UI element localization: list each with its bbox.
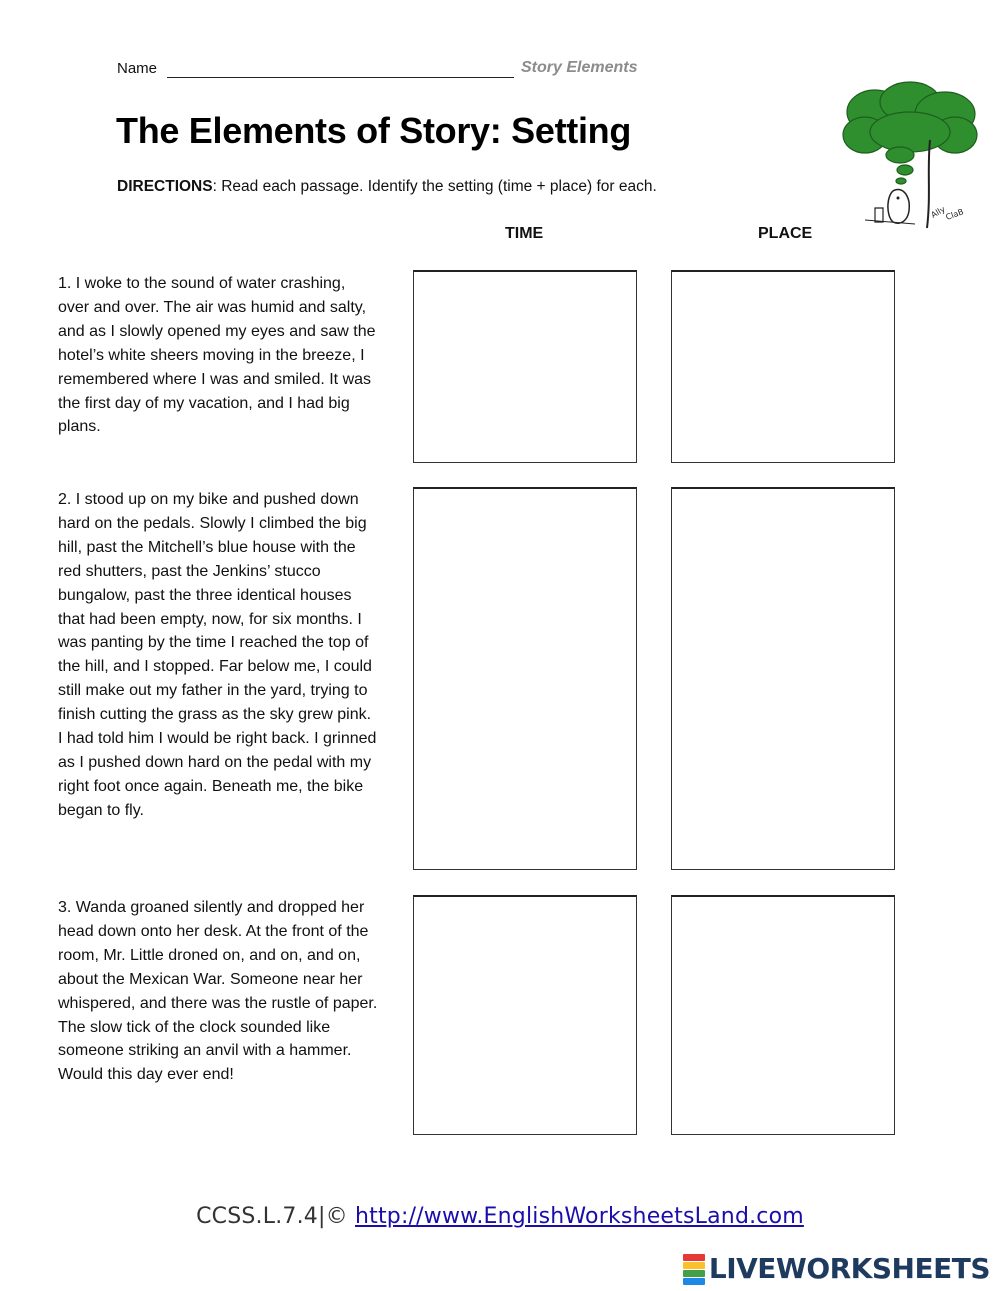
liveworksheets-logo-icon: [683, 1254, 705, 1284]
directions-text: : Read each passage. Identify the setting (time + place) for each.: [212, 178, 657, 195]
place-answer-box-3[interactable]: [671, 895, 895, 1135]
liveworksheets-name: LIVEWORKSHEETS: [708, 1252, 990, 1285]
liveworksheets-brand: [683, 1252, 990, 1285]
name-input-line[interactable]: [167, 77, 514, 78]
time-answer-box-3[interactable]: [413, 895, 637, 1135]
footer-link[interactable]: http://www.EnglishWorksheetsLand.com: [355, 1204, 804, 1229]
place-answer-box-2[interactable]: [671, 487, 895, 870]
directions-label: DIRECTIONS: [117, 178, 213, 195]
tree-illustration-icon: [835, 80, 985, 230]
directions: [117, 178, 657, 196]
footer-credit: [0, 1204, 1000, 1229]
time-answer-box-1[interactable]: [413, 270, 637, 463]
column-header-time: TIME: [505, 225, 544, 242]
name-label: Name: [117, 60, 158, 77]
passage-2: 2. I stood up on my bike and pushed down hard on the pedals. Slowly I climbed the big hill, past the Mitchell’s blue house with the red shutters, past the Jenkins’ stucco bungalow, past the three identical houses that had been empty, now, for six months. I was panting by the time I reached the top of the hill, and I stopped. Far below me, I could still make out my father in the yard, trying to finish cutting the grass as the sky grew pink. I had told him I would be right back. I grinned as I pushed down hard on the pedal with my right foot once again. Beneath me, the bike began to fly.: [58, 491, 377, 819]
header-tag: Story Elements: [521, 59, 638, 76]
page-title: The Elements of Story: Setting: [116, 110, 632, 151]
column-header-place: PLACE: [758, 225, 813, 242]
passage-1: 1. I woke to the sound of water crashing, over and over. The air was humid and salty, and as I slowly opened my eyes and saw the hotel’s white sheers moving in the breeze, I remembered where I was and smiled. It was the first day of my vacation, and I had big plans.: [58, 275, 376, 436]
place-answer-box-1[interactable]: [671, 270, 895, 463]
svg-text:Ally: Ally: [929, 204, 947, 220]
svg-text:ClaB: ClaB: [944, 207, 965, 222]
footer-prefix: CCSS.L.7.4|©: [196, 1204, 355, 1229]
time-answer-box-2[interactable]: [413, 487, 637, 870]
passage-3: 3. Wanda groaned silently and dropped her head down onto her desk. At the front of the room, Mr. Little droned on, and on, and on, about the Mexican War. Someone near her whispered, and there was the rustle of paper. The slow tick of the clock sounded like someone striking an anvil with a hammer. Would this day ever end!: [58, 899, 378, 1084]
